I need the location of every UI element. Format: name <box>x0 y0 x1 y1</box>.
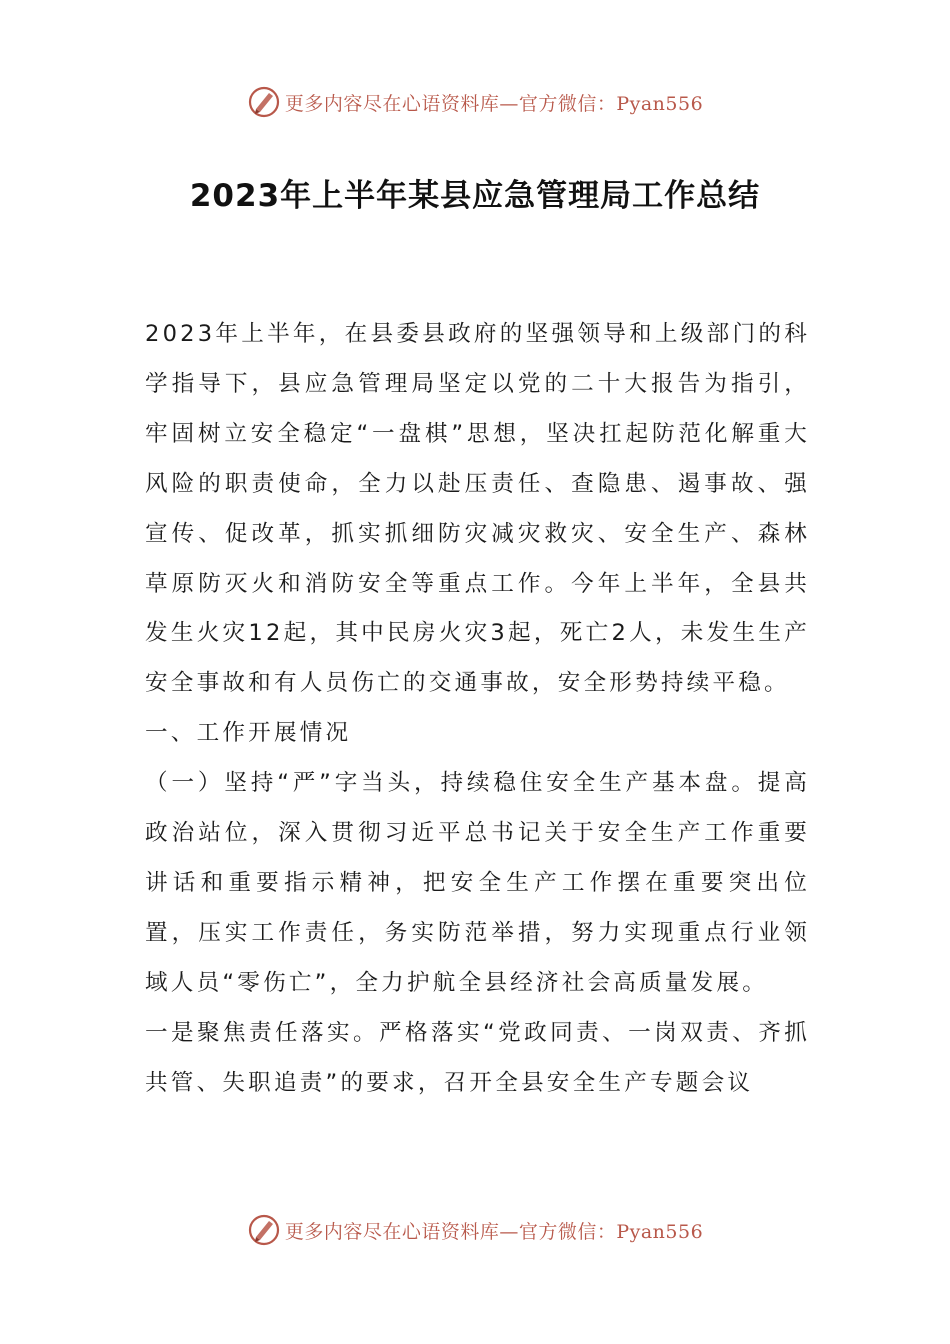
document-title: 2023年上半年某县应急管理局工作总结 <box>189 178 761 214</box>
paragraph-intro: 2023年上半年，在县委县政府的坚强领导和上级部门的科学指导下，县应急管理局坚定以党的二十大报告为指引，牢固树立安全稳定“一盘棋”思想，坚决扛起防范化解重大风险的职责使命，全力以赴压责任、查隐患、遏事故、强宣传、促改革，抓实抓细防灾减灾救灾、安全生产、森林草原防灭火和消防安全等重点工作。今年上半年，全县共发生火灾12起，其中民房火灾3起，死亡2人，未发生生产安全事故和有人员伤亡的交通事故，安全形势持续平稳。 <box>145 321 810 697</box>
pen-logo-icon <box>247 1213 281 1247</box>
watermark-text: 更多内容尽在心语资料库—官方微信：Pyan556 <box>284 1220 704 1243</box>
paragraph-responsibility: 一是聚焦责任落实。严格落实“党政同责、一岗双责、齐抓共管、失职追责”的要求，召开全县安全生产专题会议 <box>145 1019 810 1096</box>
document-body <box>145 310 810 1109</box>
paragraph-subsection-1: （一）坚持“严”字当头，持续稳住安全生产基本盘。提高政治站位，深入贯彻习近平总书记关于安全生产工作重要讲话和重要指示精神，把安全生产工作摆在重要突出位置，压实工作责任，务实防范举措，努力实现重点行业领域人员“零伤亡”，全力护航全县经济社会高质量发展。 <box>145 770 810 996</box>
footer-watermark <box>0 1210 950 1250</box>
header-watermark <box>0 82 950 122</box>
section-heading: 一、工作开展情况 <box>145 720 352 747</box>
pen-logo-icon <box>247 85 281 119</box>
watermark-text: 更多内容尽在心语资料库—官方微信：Pyan556 <box>284 92 704 115</box>
